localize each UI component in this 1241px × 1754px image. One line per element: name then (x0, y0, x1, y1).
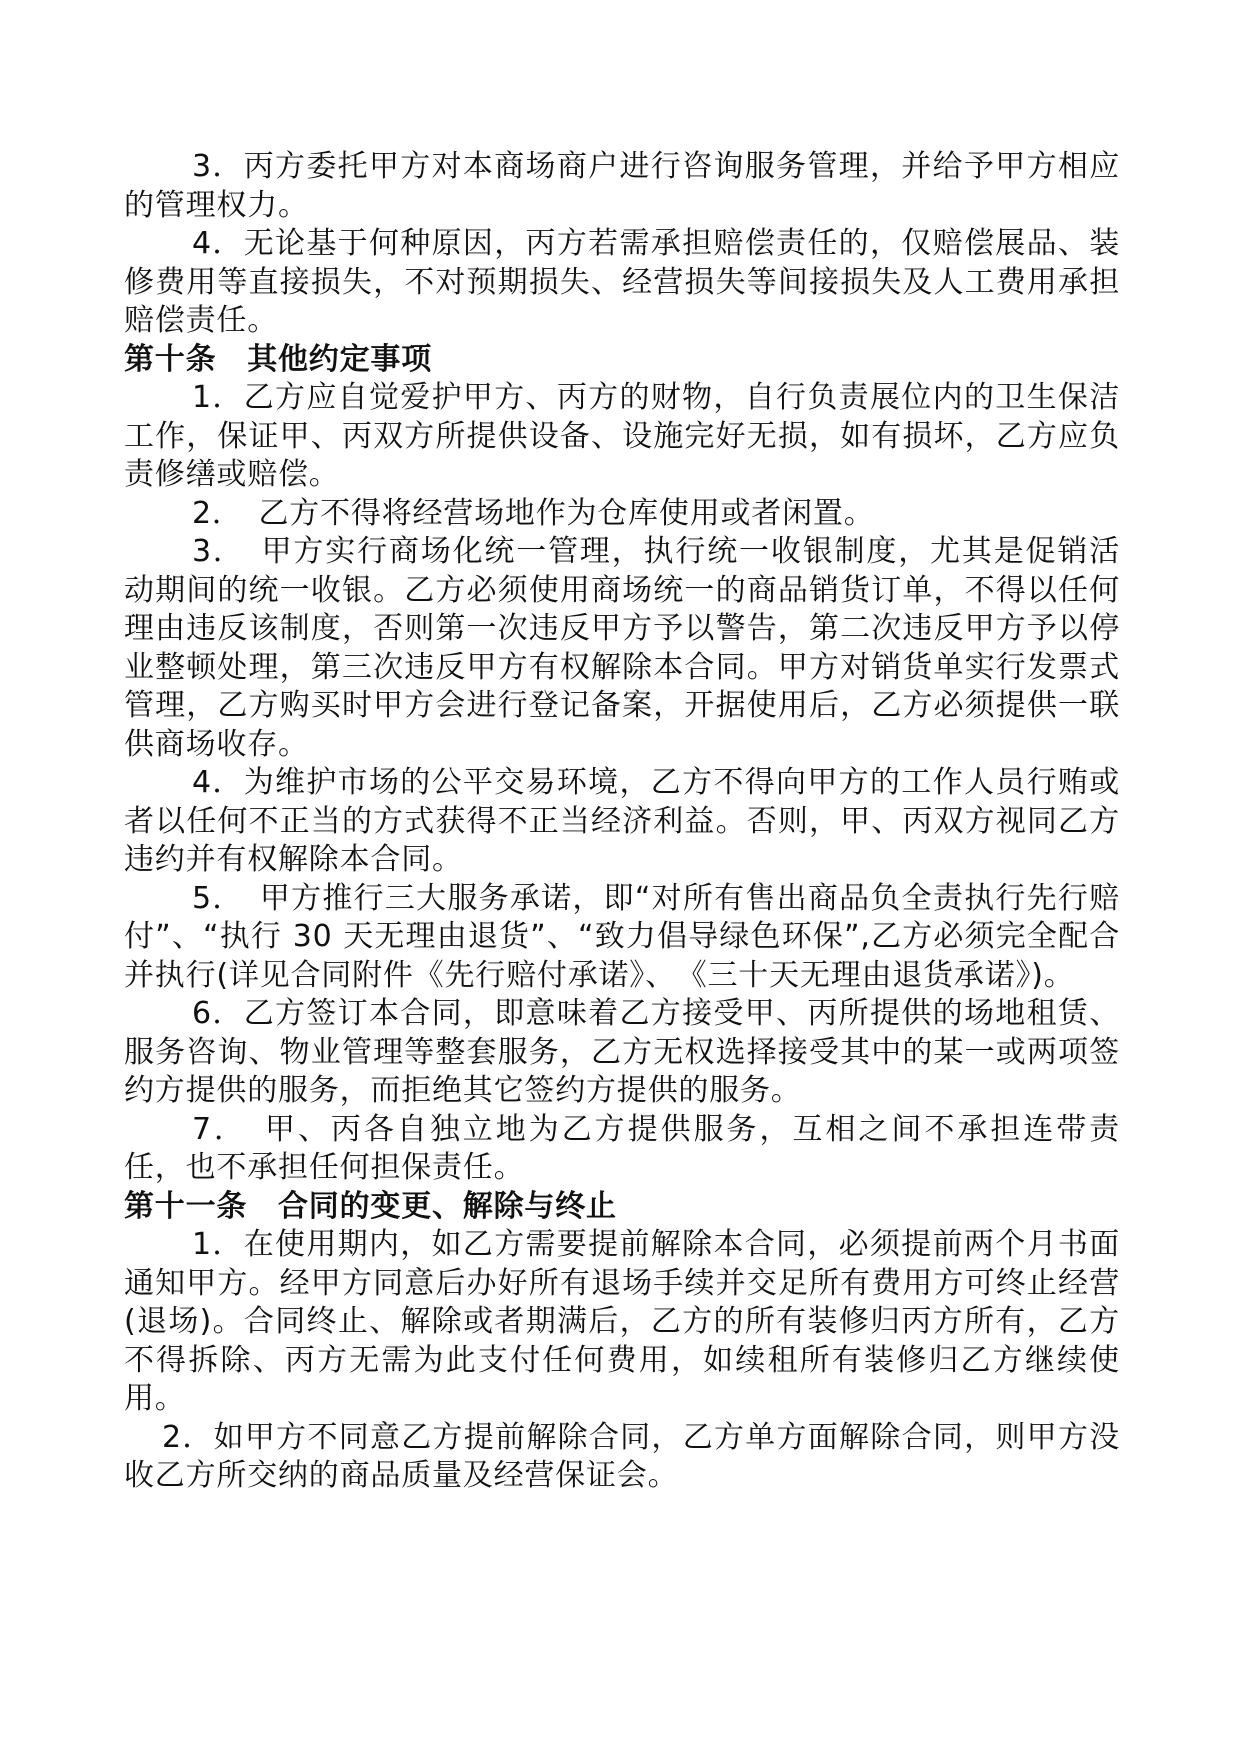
item-number: 3． (192, 149, 244, 184)
item-text: 乙方签订本合同，即意味着乙方接受甲、丙所提供的场地租赁、服务咨询、物业管理等整套服务，乙方无权选择接受其中的某一或两项签约方提供的服务，而拒绝其它签约方提供的服务。 (124, 996, 1120, 1108)
paragraph-clause-10-item-4 (124, 764, 1120, 880)
item-text: 甲、丙各自独立地为乙方提供服务，互相之间不承担连带责任，也不承担任何担保责任。 (124, 1111, 1120, 1185)
paragraph-clause-11-item-1 (124, 1226, 1120, 1419)
item-text: 如甲方不同意乙方提前解除合同，乙方单方面解除合同，则甲方没收乙方所交纳的商品质量及经营保证会。 (124, 1419, 1121, 1493)
item-text: 甲方推行三大服务承诺，即“对所有售出商品负全责执行先行赔付”、“执行 30 天无理由退货”、“致力倡导绿色环保”,乙方必须完全配合并执行(详见合同附件《先行赔付承诺》、 《三十天无理由退货承诺》)。 (124, 880, 1120, 993)
item-text: 无论基于何种原因，丙方若需承担赔偿责任的，仅赔偿展品、装修费用等直接损失，不对预期损失、经营损失等间接损失及人工费用承担赔偿责任。 (124, 226, 1120, 338)
paragraph-clause-10-item-3 (124, 533, 1120, 764)
paragraph-clause-9-item-3 (124, 148, 1120, 225)
item-number: 1． (192, 380, 244, 415)
item-number: 1． (192, 1227, 244, 1262)
item-number: 4． (192, 226, 244, 261)
item-text: 为维护市场的公平交易环境，乙方不得向甲方的工作人员行贿或者以任何不正当的方式获得不正当经济利益。否则，甲、丙双方视同乙方违约并有权解除本合同。 (124, 765, 1120, 877)
section-heading-clause-10: 第十条 其他约定事项 (124, 341, 432, 377)
item-number: 7． (192, 1111, 265, 1147)
item-text: 乙方不得将经营场地作为仓库使用或者闲置。 (258, 495, 875, 531)
item-text: 在使用期内，如乙方需要提前解除本合同，必须提前两个月书面通知甲方。经甲方同意后办好所有退场手续并交足所有费用方可终止经营(退场)。合同终止、解除或者期满后，乙方的所有装修归丙方所有，乙方不得拆除、丙方无需为此支付任何费用，如续租所有装修归乙方继续使用。 (124, 1227, 1120, 1416)
item-number: 6． (192, 996, 244, 1031)
item-number: 5． (192, 880, 260, 916)
item-number: 3． (192, 534, 262, 569)
document-body (124, 148, 1120, 1496)
paragraph-clause-10-item-2 (124, 495, 1120, 534)
paragraph-clause-10-item-5 (124, 880, 1120, 996)
paragraph-clause-10-item-1 (124, 379, 1120, 495)
paragraph-clause-10-item-7 (124, 1111, 1120, 1188)
item-number: 2． (192, 495, 259, 531)
paragraph-clause-10-item-6 (124, 995, 1120, 1111)
item-number: 4． (192, 765, 244, 800)
item-text: 乙方应自觉爱护甲方、丙方的财物，自行负责展位内的卫生保洁工作，保证甲、丙双方所提供设备、设施完好无损，如有损坏，乙方应负责修缮或赔偿。 (124, 380, 1120, 492)
section-heading-clause-11: 第十一条 合同的变更、解除与终止 (124, 1188, 617, 1224)
item-text: 丙方委托甲方对本商场商户进行咨询服务管理，并给予甲方相应的管理权力。 (124, 149, 1120, 223)
item-number: 2． (162, 1419, 214, 1455)
paragraph-clause-9-item-4 (124, 225, 1120, 341)
paragraph-clause-11-item-2 (124, 1419, 1120, 1496)
item-text: 甲方实行商场化统一管理，执行统一收银制度，尤其是促销活动期间的统一收银。乙方必须使用商场统一的商品销货订单，不得以任何理由违反该制度，否则第一次违反甲方予以警告，第二次违反甲方予以停业整顿处理，第三次违反甲方有权解除本合同。甲方对销货单实行发票式管理，乙方购买时甲方会进行登记备案，开据使用后，乙方必须提供一联供商场收存。 (124, 534, 1120, 762)
